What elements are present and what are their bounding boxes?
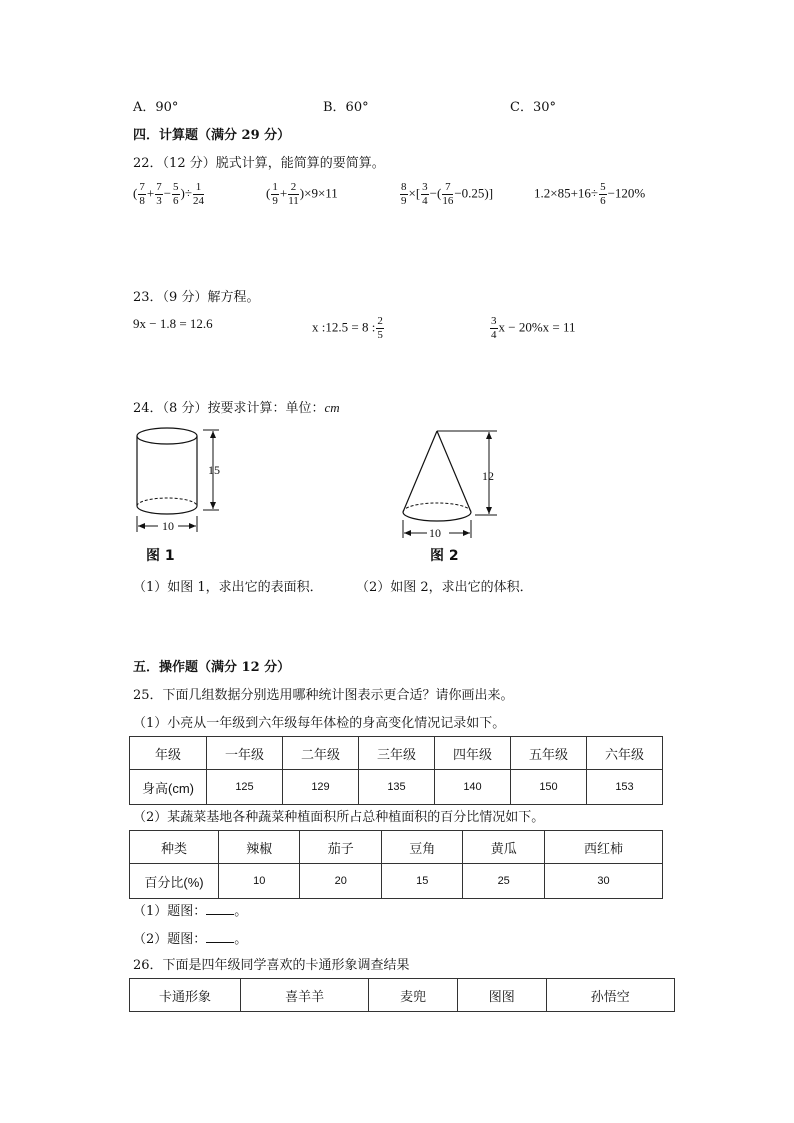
table-cell: 图图 [457, 979, 546, 1012]
q22-prompt: 22．（12 分）脱式计算，能简算的要简算。 [133, 156, 385, 171]
table-cell: 125 [207, 770, 283, 805]
section-5-title: 五．操作题（满分 12 分） [133, 660, 291, 675]
q22-expression-1: ( $\frac{7}{8}$ + $\frac{7}{3}$ − $\frac{5}{6}$ )÷ $\frac{1}{24}$ [133, 181, 204, 207]
table-cell: 30 [544, 864, 662, 899]
section-4-title: 四．计算题（满分 29 分） [133, 128, 291, 143]
vegetable-table [129, 830, 663, 899]
q23-equation-2: x :12.5 = 8 : $\frac{2}{5}$ [312, 315, 383, 341]
table-cell: 麦兜 [369, 979, 458, 1012]
cylinder-height-label: 15 [208, 463, 220, 477]
table-cell: 二年级 [283, 737, 359, 770]
q25-sub2: （2）某蔬菜基地各种蔬菜种植面积所占总种植面积的百分比情况如下。 [133, 810, 545, 825]
q25-answer-2: （2）题图： 。 [133, 932, 248, 947]
cone-height-label: 12 [482, 469, 494, 483]
table-cell: 六年级 [587, 737, 663, 770]
table-row [130, 864, 663, 899]
table-row [130, 831, 663, 864]
table-row [130, 979, 675, 1012]
figure-2-caption: 图 2 [430, 548, 459, 564]
q22-expression-4: 1.2×85+16÷ $\frac{5}{6}$ −120% [534, 181, 646, 207]
table-row [130, 770, 663, 805]
cylinder-diameter-label: 10 [162, 519, 174, 533]
cylinder-figure [125, 422, 235, 540]
table-cell: 茄子 [300, 831, 381, 864]
cone-diameter-label: 10 [429, 526, 441, 540]
table-cell: 135 [359, 770, 435, 805]
option-a: A．90° [133, 100, 179, 115]
table-cell: 129 [283, 770, 359, 805]
q22-expression-3: $\frac{8}{9}$ ×[ $\frac{3}{4}$ −( $\frac{7}{16}$ −0.25)] [401, 181, 494, 207]
table-cell: 四年级 [435, 737, 511, 770]
table-cell: 140 [435, 770, 511, 805]
table-cell: 西红柿 [544, 831, 662, 864]
q23-equation-1: 9x − 1.8 = 12.6 [133, 316, 213, 331]
table-cell: 150 [511, 770, 587, 805]
answer-blank[interactable] [206, 914, 234, 915]
table-cell: 黄瓜 [463, 831, 544, 864]
table-cell: 卡通形象 [130, 979, 241, 1012]
table-cell: 20 [300, 864, 381, 899]
q25-answer-1: （1）题图： 。 [133, 904, 248, 919]
table-cell: 年级 [130, 737, 207, 770]
figure-1-caption: 图 1 [146, 548, 175, 564]
table-cell: 喜羊羊 [241, 979, 369, 1012]
cone-figure [395, 422, 515, 544]
q24-sub1: （1）如图 1，求出它的表面积． [133, 580, 323, 595]
table-cell: 辣椒 [219, 831, 300, 864]
table-cell: 10 [219, 864, 300, 899]
option-b: B．60° [323, 100, 369, 115]
q24-prompt: 24．（8 分）按要求计算：单位：cm [133, 400, 340, 416]
table-row [130, 737, 663, 770]
table-cell: 15 [381, 864, 462, 899]
q26-prompt: 26．下面是四年级同学喜欢的卡通形象调查结果 [133, 958, 410, 973]
table-cell: 一年级 [207, 737, 283, 770]
table-cell: 孙悟空 [546, 979, 674, 1012]
q23-equation-3: $\frac{3}{4}$ x − 20%x = 11 [491, 315, 576, 341]
table-cell: 153 [587, 770, 663, 805]
table-cell: 25 [463, 864, 544, 899]
q23-prompt: 23．（9 分）解方程。 [133, 290, 260, 305]
unit-label: cm [324, 400, 340, 415]
q25-prompt: 25．下面几组数据分别选用哪种统计图表示更合适？请你画出来。 [133, 688, 514, 703]
answer-blank[interactable] [206, 942, 234, 943]
q22-expression-2: ( $\frac{1}{9}$ + $\frac{2}{11}$ )×9×11 [266, 181, 338, 207]
table-cell: 豆角 [381, 831, 462, 864]
table-cell: 三年级 [359, 737, 435, 770]
table-cell: 百分比(%) [130, 864, 219, 899]
option-c: C．30° [510, 100, 556, 115]
table-cell: 五年级 [511, 737, 587, 770]
table-cell: 身高(cm) [130, 770, 207, 805]
height-table [129, 736, 663, 805]
cartoon-table [129, 978, 675, 1012]
table-cell: 种类 [130, 831, 219, 864]
q24-sub2: （2）如图 2，求出它的体积． [356, 580, 533, 595]
q25-sub1: （1）小亮从一年级到六年级每年体检的身高变化情况记录如下。 [133, 716, 506, 731]
